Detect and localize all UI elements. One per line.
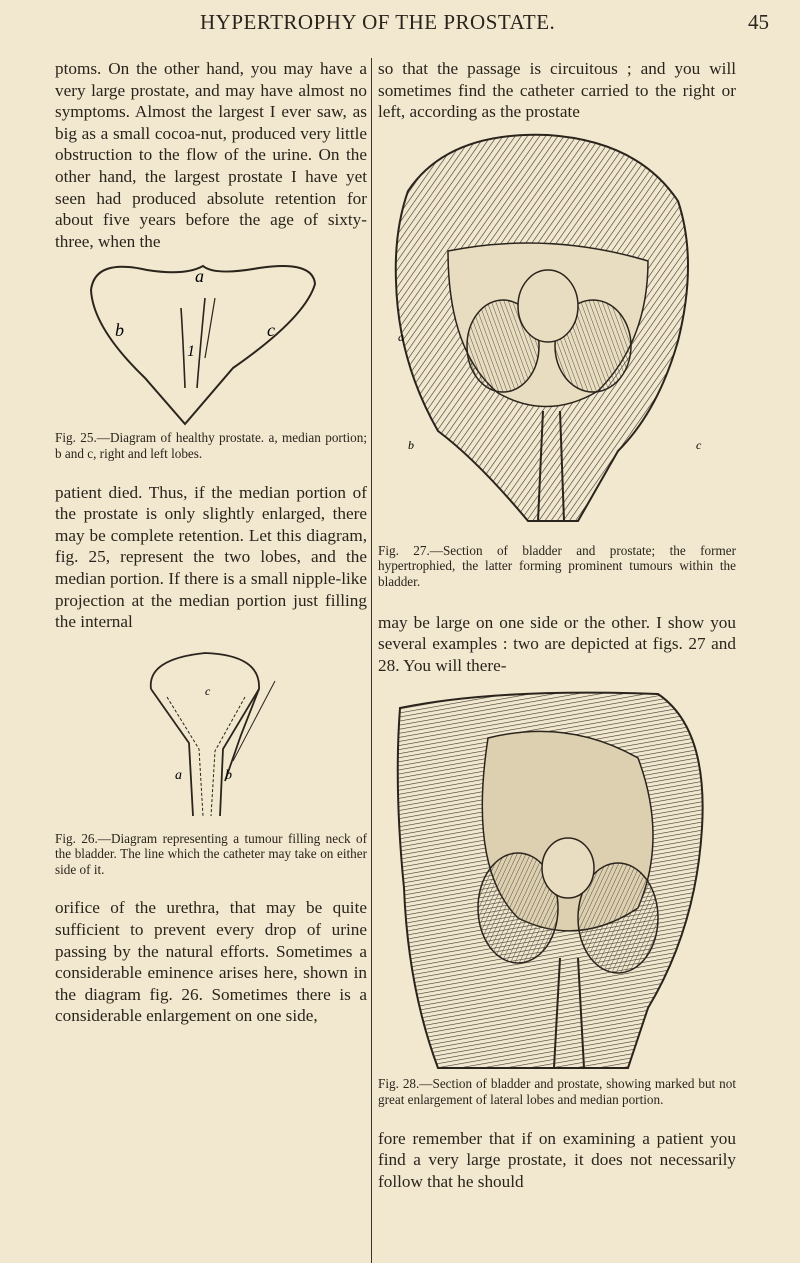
fig26-catheter-right	[211, 697, 245, 816]
right-paragraph-3: fore remember that if on examining a patient you find a very large prostate, it does not necessarily follow that he should	[378, 1128, 736, 1191]
fig25-divider	[205, 298, 215, 358]
fig28-caption: Fig. 28.—Section of bladder and prostate, showing marked but not great enlargement of lateral lobes and median portion.	[378, 1076, 736, 1107]
fig27-tumour-median	[518, 270, 578, 342]
fig26-right-wall	[220, 689, 259, 816]
page-number: 45	[748, 10, 769, 34]
fig26-diagram	[55, 641, 367, 821]
left-paragraph-3: orifice of the urethra, that may be quite sufficient to prevent every drop of urine passing by the natural efforts. Sometimes a considerable eminence arises here, shown in the diagram fig. 26. Sometimes there is a considerable enlargement on one side,	[55, 898, 367, 1026]
running-head: HYPERTROPHY OF THE PROSTATE.	[200, 10, 556, 34]
left-paragraph-2: patient died. Thus, if the median portion of the prostate is only slightly enlarged, there may be complete retention. Let this diagram, fig. 25, represent the two lobes, and the median portion. If there is a small nipple-like projection at the median portion just filling the internal	[55, 482, 367, 632]
fig27-illustration	[378, 131, 736, 533]
column-divider	[371, 58, 372, 1263]
fig25-label-c: c	[267, 320, 275, 341]
fig25-diagram	[55, 258, 367, 428]
fig28-median-portion	[542, 838, 594, 898]
fig26-caption: Fig. 26.—Diagram representing a tumour filling neck of the bladder. The line which the catheter may take on either side of it.	[55, 830, 367, 877]
fig26-catheter-left	[167, 697, 203, 816]
right-paragraph-2: may be large on one side or the other. I show you several examples : two are depicted at figs. 27 and 28. You will there-	[378, 612, 736, 675]
fig26-label-a: a	[175, 767, 182, 783]
figure-28	[378, 688, 736, 1070]
fig26-label-c: c	[205, 683, 211, 698]
fig25-label-a: a	[195, 266, 204, 287]
fig27-label-a: a	[398, 329, 404, 344]
figure-27	[378, 131, 736, 533]
right-column	[378, 58, 736, 1192]
fig25-label-1: 1	[187, 343, 195, 361]
fig26-label-b: b	[225, 767, 232, 783]
fig28-illustration	[378, 688, 736, 1070]
left-column	[55, 58, 367, 1027]
left-paragraph-1: ptoms. On the other hand, you may have a very large prostate, and may have almost no symptoms. Almost the largest I ever saw, as big as a small cocoa-nut, produced very little obstruction to the flow of the urine. On the other hand, the largest prostate I have yet seen had produced absolute retention for about five years before the age of sixty-three, when the	[55, 59, 367, 251]
fig25-caption: Fig. 25.—Diagram of healthy prostate. a, median portion; b and c, right and left lobes.	[55, 430, 367, 461]
figure-25	[55, 258, 367, 428]
fig25-label-b: b	[115, 320, 124, 341]
fig27-label-c: c	[696, 437, 702, 452]
right-paragraph-1: so that the passage is circuitous ; and you will sometimes find the catheter carried to the right or left, according as the prostate	[378, 59, 736, 122]
fig27-caption: Fig. 27.—Section of bladder and prostate; the former hypertrophied, the latter forming prominent tumours within the bladder.	[378, 542, 736, 589]
fig25-channel-left	[181, 308, 185, 388]
fig25-channel-right	[197, 298, 205, 388]
fig26-left-wall	[151, 689, 193, 816]
fig25-outline	[91, 266, 315, 424]
figure-26	[55, 641, 367, 821]
page-header	[0, 6, 800, 46]
fig27-label-b: b	[408, 437, 414, 452]
